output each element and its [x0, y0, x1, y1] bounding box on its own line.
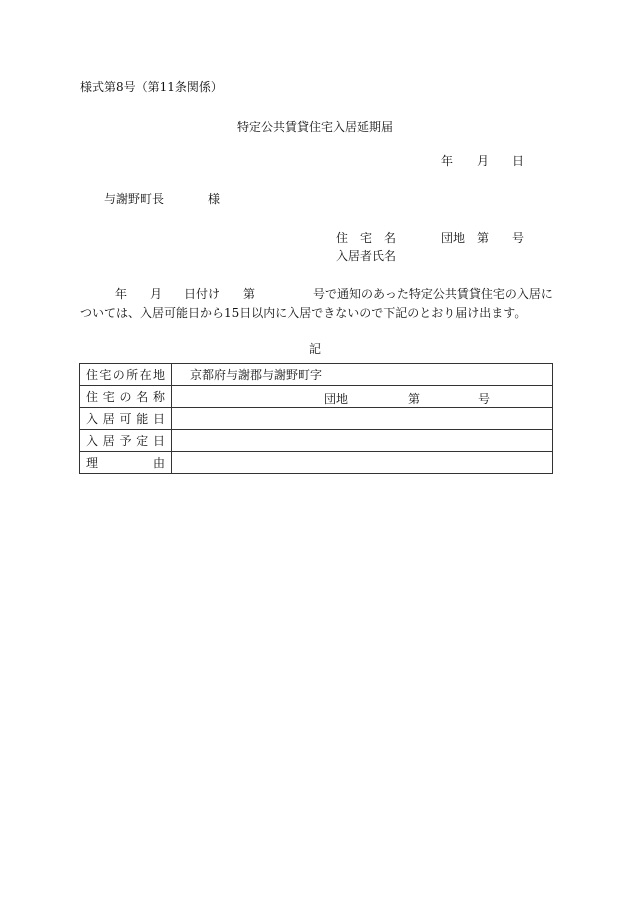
label-char: 所: [126, 368, 139, 382]
planned-date-value-cell[interactable]: [172, 430, 553, 452]
label-char: 能: [136, 412, 149, 426]
table-row: [80, 430, 553, 452]
table-row: [80, 364, 553, 386]
label-char: 称: [152, 390, 165, 404]
row-label-location: [80, 364, 172, 386]
body-rest: 号で通知のあった特定公共賃貸住宅の入居に: [313, 287, 553, 301]
label-char: の: [119, 390, 132, 404]
housing-dai-label: 第: [477, 231, 490, 245]
housing-name-label: 住 宅 名: [336, 231, 397, 245]
label-char: 住: [86, 368, 99, 382]
date-day-label: 日: [512, 154, 525, 168]
resident-name-label: 入居者氏名: [336, 249, 397, 263]
label-char: 入: [86, 412, 99, 426]
label-char: 日: [152, 412, 165, 426]
form-number: 様式第8号（第11条関係）: [80, 80, 223, 94]
label-char: の: [112, 368, 125, 382]
addressee-honorific: 様: [208, 192, 221, 206]
table-go-label: 号: [478, 392, 491, 406]
table-row: [80, 408, 553, 430]
document-title: 特定公共賃貸住宅入居延期届: [236, 120, 393, 134]
available-date-value-cell[interactable]: [172, 408, 553, 430]
label-char: 理: [86, 456, 99, 470]
table-row: [80, 386, 553, 408]
location-value: 京都府与謝郡与謝野町字: [190, 368, 323, 382]
addressee-name: 与謝野町長: [104, 192, 165, 206]
date-year-label: 年: [441, 154, 454, 168]
label-char: 住: [86, 390, 99, 404]
label-char: 予: [119, 434, 132, 448]
housing-name-value-cell[interactable]: [172, 386, 553, 408]
label-char: 日: [152, 434, 165, 448]
housing-go-label: 号: [512, 231, 525, 245]
row-label-reason: [80, 452, 172, 474]
date-month-label: 月: [477, 154, 490, 168]
table-dai-label: 第: [408, 392, 421, 406]
ki-heading: 記: [308, 342, 321, 356]
table-row: [80, 452, 553, 474]
details-table: [79, 363, 553, 474]
label-char: 由: [152, 456, 165, 470]
label-char: 宅: [99, 368, 112, 382]
label-char: 定: [136, 434, 149, 448]
reason-value-cell[interactable]: [172, 452, 553, 474]
body-year: 年: [115, 287, 128, 301]
housing-danchi-label: 団地: [441, 231, 466, 245]
label-char: 宅: [102, 390, 115, 404]
label-char: 居: [102, 412, 115, 426]
label-char: 名: [136, 390, 149, 404]
body-line-2: ついては、入居可能日から15日以内に入居できないので下記のとおり届け出ます。: [80, 306, 527, 320]
label-char: 地: [152, 368, 165, 382]
label-char: 在: [139, 368, 152, 382]
label-char: 入: [86, 434, 99, 448]
row-label-planned-date: [80, 430, 172, 452]
body-month: 月: [150, 287, 163, 301]
body-day: 日付け: [184, 287, 221, 301]
label-char: 可: [119, 412, 132, 426]
location-value-cell[interactable]: [172, 364, 553, 386]
row-label-housing-name: [80, 386, 172, 408]
label-char: 居: [102, 434, 115, 448]
table-danchi-label: 団地: [324, 392, 349, 406]
body-dai: 第: [243, 287, 256, 301]
row-label-available-date: [80, 408, 172, 430]
